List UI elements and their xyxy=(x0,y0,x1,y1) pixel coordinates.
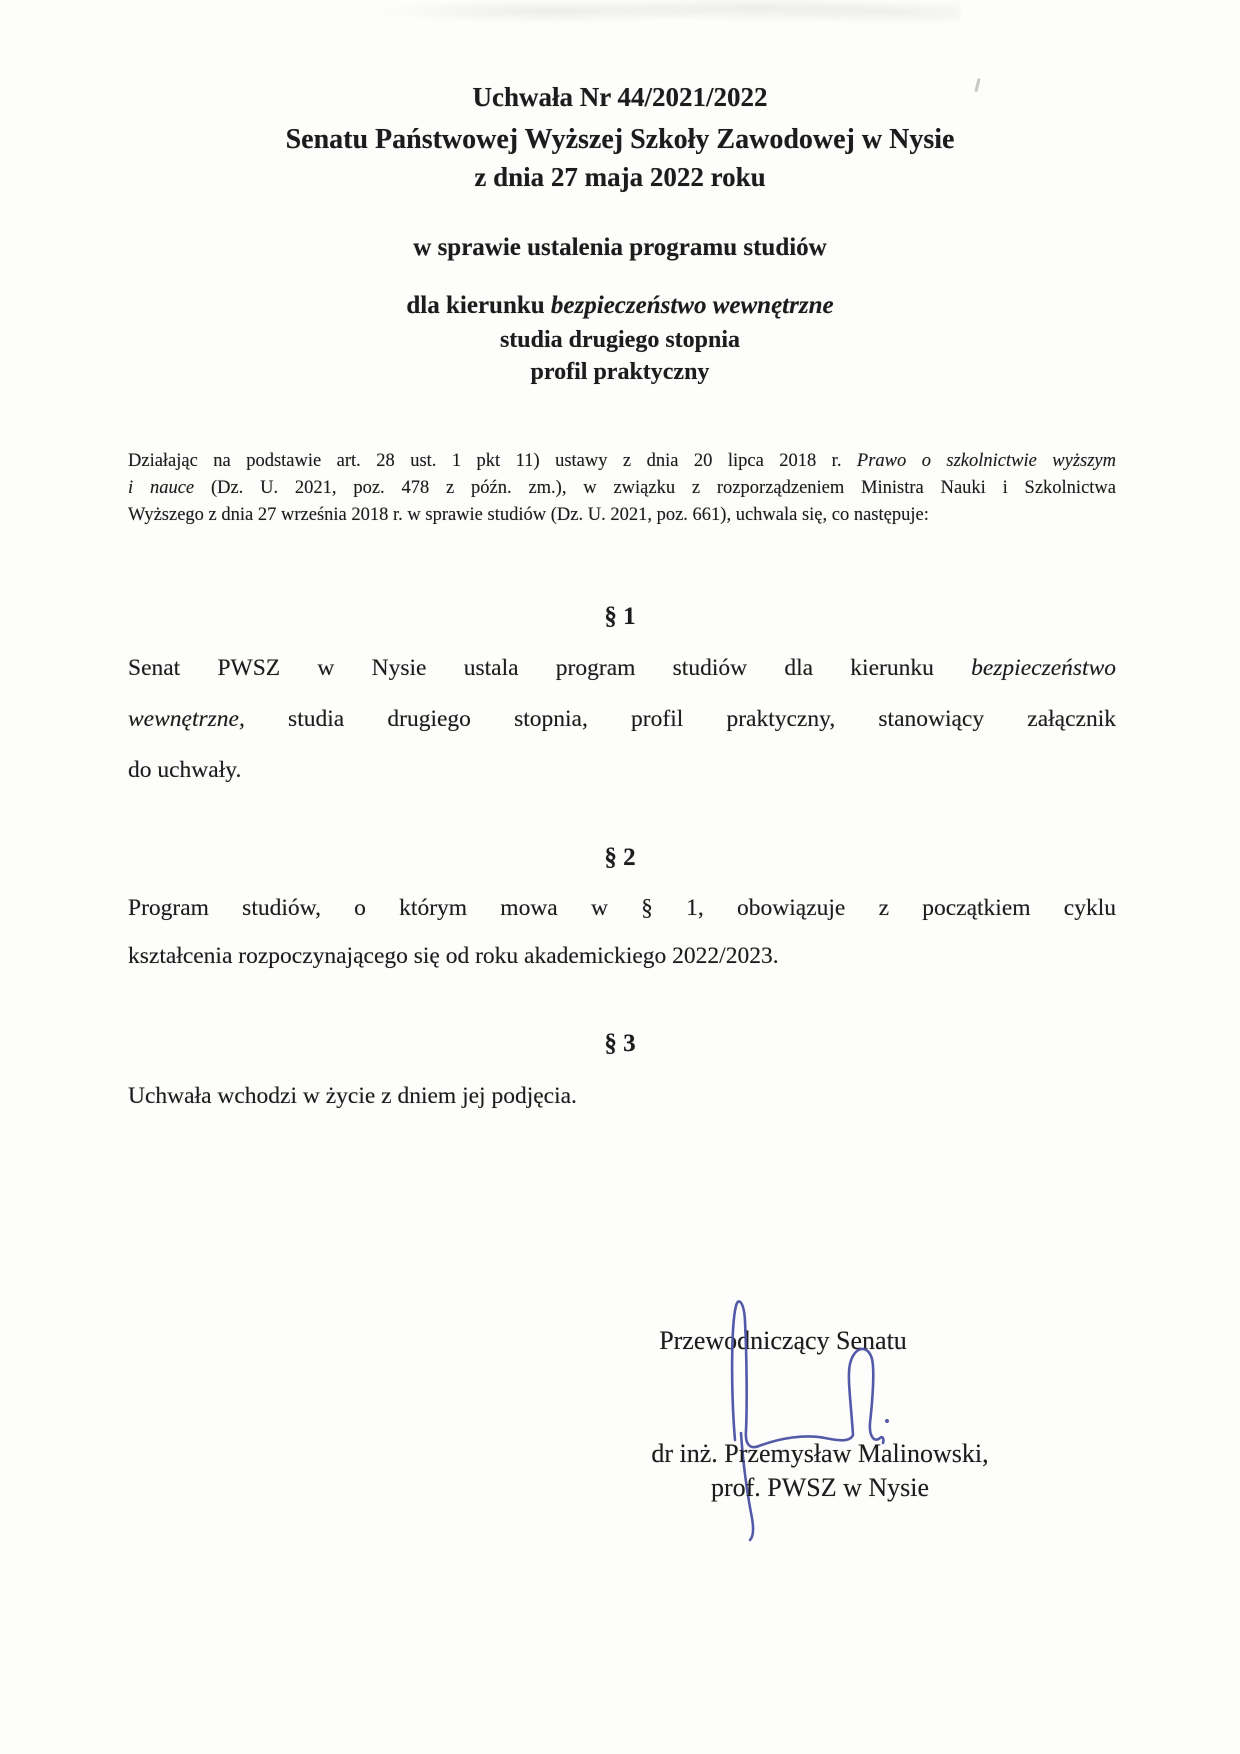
legal-basis-line-1-regular: Działając na podstawie art. 28 ust. 1 pkt 11) ustawy z dnia 20 lipca 2018 r. xyxy=(128,451,842,471)
legal-basis-line-1 xyxy=(128,448,1116,475)
legal-basis-line-2-regular: (Dz. U. 2021, poz. 478 z późn. zm.), w związku z rozporządzeniem Ministra Nauki i Szkolnictwa xyxy=(210,478,1116,498)
legal-basis-line-2-italic: i nauce xyxy=(128,478,195,498)
section-1-line-2 xyxy=(128,694,1116,745)
date-line: z dnia 27 maja 2022 roku xyxy=(474,162,766,192)
signer-name-line: dr inż. Przemysław Malinowski, xyxy=(651,1439,989,1468)
section-3-marker: § 3 xyxy=(604,1030,636,1057)
legal-basis-line-2 xyxy=(128,475,1116,502)
degree-line: studia drugiego stopnia xyxy=(499,327,741,353)
resolution-number-line: Uchwała Nr 44/2021/2022 xyxy=(472,82,768,112)
legal-basis-line-1-italic: Prawo o szkolnictwie wyższym xyxy=(856,451,1116,471)
section-3-paragraph xyxy=(128,1072,1116,1120)
scan-noise-smudge xyxy=(380,0,960,28)
field-of-study-line xyxy=(0,292,1240,320)
section-2-paragraph xyxy=(128,884,1116,980)
signer-title-line: prof. PWSZ w Nysie xyxy=(710,1473,930,1502)
section-1-line-2-italic: wewnętrzne, xyxy=(128,706,245,732)
section-2-marker: § 2 xyxy=(604,844,636,871)
signatory-identity xyxy=(615,1437,1025,1505)
signatory-role-label: Przewodniczący Senatu xyxy=(659,1326,907,1355)
section-2-line-1: Program studiów, o którym mowa w § 1, obowiązuje z początkiem cyklu xyxy=(128,895,1116,921)
issuer-line: Senatu Państwowej Wyższej Szkoły Zawodowej w Nysie xyxy=(285,124,955,155)
subject-line: w sprawie ustalenia programu studiów xyxy=(413,234,827,261)
section-3-line-1: Uchwała wchodzi w życie z dniem jej podjęcia. xyxy=(128,1083,577,1109)
section-1-line-1-regular: Senat PWSZ w Nysie ustala program studiów dla kierunku xyxy=(128,655,934,681)
section-1-line-1 xyxy=(128,643,1116,694)
section-1-line-2-regular: studia drugiego stopnia, profil praktyczny, stanowiący załącznik xyxy=(288,706,1117,732)
section-1-marker: § 1 xyxy=(604,603,636,630)
signature-main-stroke xyxy=(732,1301,883,1447)
signature-ink-dot xyxy=(885,1419,889,1423)
legal-basis-line-3: Wyższego z dnia 27 września 2018 r. w sprawie studiów (Dz. U. 2021, poz. 661), uchwala się, co następuje: xyxy=(128,505,929,525)
section-1-line-3: do uchwały. xyxy=(128,757,242,783)
section-2-line-2: kształcenia rozpoczynającego się od roku akademickiego 2022/2023. xyxy=(128,943,779,969)
field-name: bezpieczeństwo wewnętrzne xyxy=(550,292,834,319)
field-prefix: dla kierunku xyxy=(406,292,545,319)
section-1-line-1-italic: bezpieczeństwo xyxy=(971,655,1116,681)
profile-line: profil praktyczny xyxy=(530,359,710,385)
signature-icon xyxy=(715,1293,900,1548)
legal-basis-paragraph xyxy=(128,448,1116,529)
section-1-paragraph xyxy=(128,643,1116,796)
